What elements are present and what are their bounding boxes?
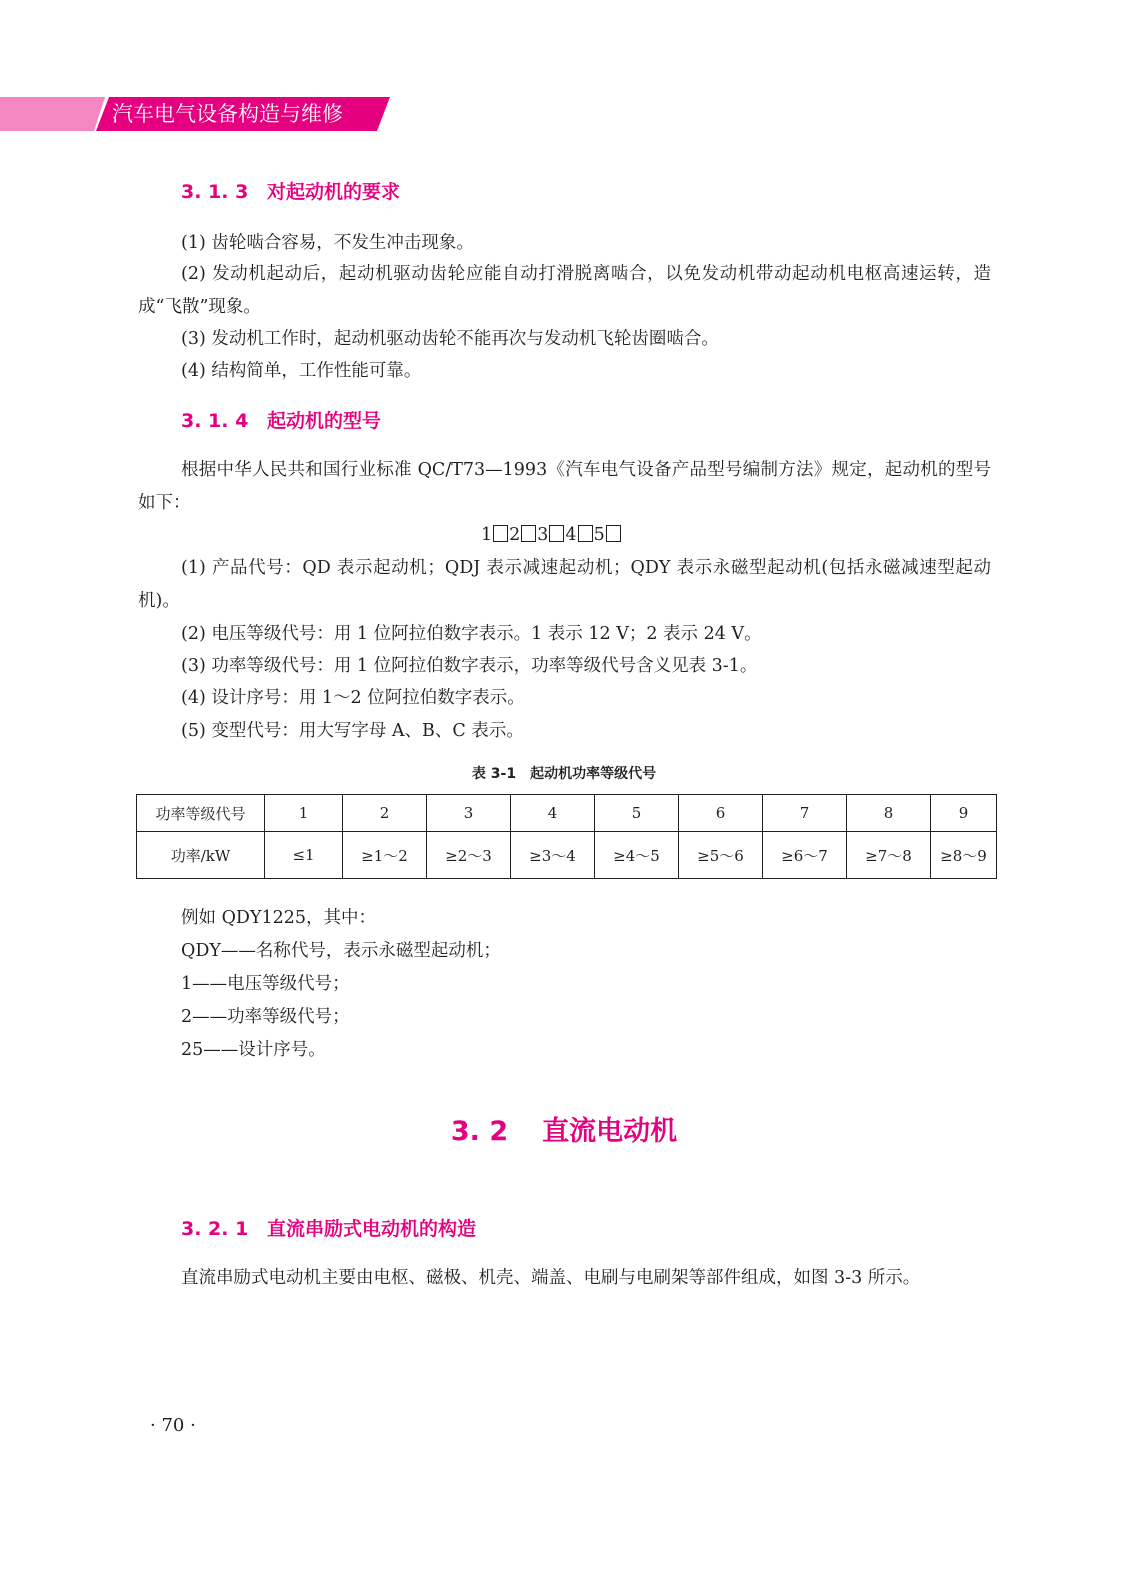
model-digit: 4	[565, 525, 577, 545]
section-title: 直流串励式电动机的构造	[267, 1218, 477, 1240]
example-line: QDY——名称代号，表示永磁型起动机；	[181, 941, 501, 961]
section-title: 直流电动机	[542, 1116, 678, 1147]
heading-3-2	[0, 1114, 1128, 1150]
heading-3-1-3	[181, 179, 400, 205]
section-title: 对起动机的要求	[267, 181, 401, 203]
placeholder-box	[606, 525, 621, 542]
table-cell: 3	[427, 795, 511, 832]
example-line: 2——功率等级代号；	[181, 1007, 350, 1027]
table-cell: 6	[679, 795, 763, 832]
heading-3-2-1	[181, 1216, 476, 1242]
intro-paragraph: 根据中华人民共和国行业标准 QC/T73—1993《汽车电气设备产品型号编制方法》规定，起动机的型号如下：	[138, 460, 991, 513]
table-cell: ≥5～6	[679, 832, 763, 879]
model-digit: 5	[593, 525, 605, 545]
table-cell: ≥4～5	[595, 832, 679, 879]
table-cell: ≥7～8	[847, 832, 931, 879]
table-caption: 表 3-1 起动机功率等级代号	[471, 766, 657, 782]
model-digit: 3	[537, 525, 549, 545]
example-line: 25——设计序号。	[181, 1040, 326, 1060]
list-item: (4) 结构简单，工作性能可靠。	[181, 361, 422, 381]
table-cell: 7	[763, 795, 847, 832]
book-title: 汽车电气设备构造与维修	[112, 102, 343, 126]
placeholder-box	[578, 525, 593, 542]
table-cell: ≥6～7	[763, 832, 847, 879]
row-header: 功率/kW	[137, 832, 265, 879]
power-grade-table	[136, 794, 997, 879]
placeholder-box	[549, 525, 564, 542]
section-title: 起动机的型号	[267, 410, 382, 432]
header-banner	[0, 97, 390, 131]
list-item: (1) 齿轮啮合容易，不发生冲击现象。	[181, 233, 474, 253]
table-cell: 2	[343, 795, 427, 832]
table-cell: 8	[847, 795, 931, 832]
list-item: (3) 功率等级代号：用 1 位阿拉伯数字表示，功率等级代号含义见表 3-1。	[181, 656, 758, 676]
list-item: (5) 变型代号：用大写字母 A、B、C 表示。	[181, 721, 524, 741]
model-digit: 2	[509, 525, 521, 545]
section-number: 3. 1. 3	[181, 181, 249, 203]
list-item: (3) 发动机工作时，起动机驱动齿轮不能再次与发动机飞轮齿圈啮合。	[181, 329, 719, 349]
placeholder-box	[521, 525, 536, 542]
table-cell: 9	[931, 795, 997, 832]
heading-3-1-4	[181, 408, 381, 434]
table-cell: ≥2～3	[427, 832, 511, 879]
table-cell: 4	[511, 795, 595, 832]
list-item: (1) 产品代号：QD 表示起动机；QDJ 表示减速起动机；QDY 表示永磁型起动机(包括永磁减速型起动机)。	[138, 558, 991, 611]
table-cell: ≥3～4	[511, 832, 595, 879]
list-item: (4) 设计序号：用 1～2 位阿拉伯数字表示。	[181, 688, 525, 708]
placeholder-box	[493, 525, 508, 542]
model-format	[481, 523, 622, 547]
table-cell: ≥8～9	[931, 832, 997, 879]
example-line: 例如 QDY1225，其中：	[181, 908, 377, 928]
table-cell: 1	[265, 795, 343, 832]
table-row	[137, 795, 997, 832]
example-line: 1——电压等级代号；	[181, 974, 350, 994]
section-number: 3. 2	[450, 1116, 509, 1147]
row-header: 功率等级代号	[137, 795, 265, 832]
list-item: (2) 电压等级代号：用 1 位阿拉伯数字表示。1 表示 12 V；2 表示 24 V。	[181, 624, 762, 644]
table-cell: 5	[595, 795, 679, 832]
section-number: 3. 2. 1	[181, 1218, 249, 1240]
body-paragraph: 直流串励式电动机主要由电枢、磁极、机壳、端盖、电刷与电刷架等部件组成，如图 3-3 所示。	[181, 1268, 921, 1288]
table-cell: ≤1	[265, 832, 343, 879]
table-row	[137, 832, 997, 879]
page-number: · 70 ·	[150, 1415, 196, 1436]
model-digit: 1	[481, 525, 493, 545]
list-item: (2) 发动机起动后，起动机驱动齿轮应能自动打滑脱离啮合，以免发动机带动起动机电枢高速运转，造成“飞散”现象。	[138, 264, 991, 317]
table-cell: ≥1～2	[343, 832, 427, 879]
section-number: 3. 1. 4	[181, 410, 249, 432]
